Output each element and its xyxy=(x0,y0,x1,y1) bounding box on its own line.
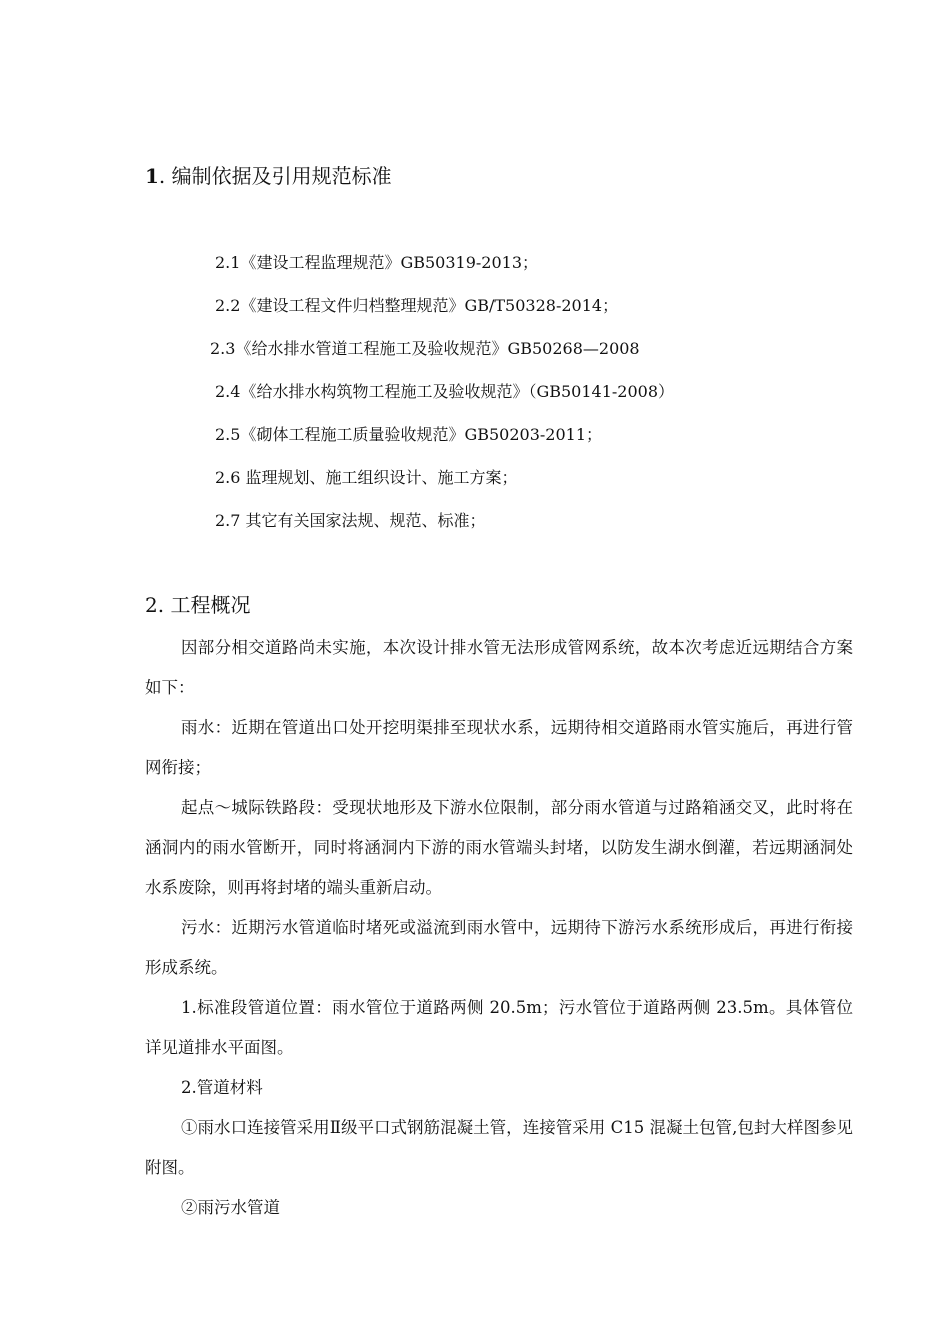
paragraph-rainwater: 雨水：近期在管道出口处开挖明渠排至现状水系，远期待相交道路雨水管实施后，再进行管网衔接； xyxy=(145,718,853,777)
reference-item: 2.5《砌体工程施工质量验收规范》GB50203-2011； xyxy=(215,425,603,444)
reference-item: 2.4《给水排水构筑物工程施工及验收规范》（GB50141-2008） xyxy=(215,382,675,401)
reference-item: 2.7 其它有关国家法规、规范、标准； xyxy=(215,511,486,530)
reference-item: 2.6 监理规划、施工组织设计、施工方案； xyxy=(215,468,518,487)
section-1-number: 1 xyxy=(145,164,159,188)
section-1-heading xyxy=(145,162,392,190)
section-2-heading: 2. 工程概况 xyxy=(145,593,251,617)
reference-item: 2.1《建设工程监理规范》GB50319-2013； xyxy=(215,253,539,272)
paragraph-start-section: 起点～城际铁路段：受现状地形及下游水位限制，部分雨水管道与过路箱涵交叉，此时将在涵洞内的雨水管断开，同时将涵洞内下游的雨水管端头封堵，以防发生湖水倒灌，若远期涵洞处水系废除，则再将封堵的端头重新启动。 xyxy=(145,798,853,897)
paragraph-pipe-position: 1.标准段管道位置：雨水管位于道路两侧 20.5m；污水管位于道路两侧 23.5m。具体管位详见道排水平面图。 xyxy=(145,998,853,1057)
section-1-title: . 编制依据及引用规范标准 xyxy=(158,164,392,188)
paragraph-sewage: 污水：近期污水管道临时堵死或溢流到雨水管中，远期待下游污水系统形成后，再进行衔接形成系统。 xyxy=(145,918,853,977)
section-2-body xyxy=(145,628,853,1228)
paragraph-overview: 因部分相交道路尚未实施，本次设计排水管无法形成管网系统，故本次考虑近远期结合方案如下： xyxy=(145,638,853,697)
reference-item: 2.2《建设工程文件归档整理规范》GB/T50328-2014； xyxy=(215,296,619,315)
paragraph-rain-sewage-pipe: ②雨污水管道 xyxy=(181,1198,280,1217)
paragraph-connection-pipe: ①雨水口连接管采用Ⅱ级平口式钢筋混凝土管，连接管采用 C15 混凝土包管,包封大样图参见附图。 xyxy=(145,1118,853,1177)
reference-item: 2.3《给水排水管道工程施工及验收规范》GB50268—2008 xyxy=(210,339,640,358)
paragraph-pipe-material-heading: 2.管道材料 xyxy=(181,1078,263,1097)
